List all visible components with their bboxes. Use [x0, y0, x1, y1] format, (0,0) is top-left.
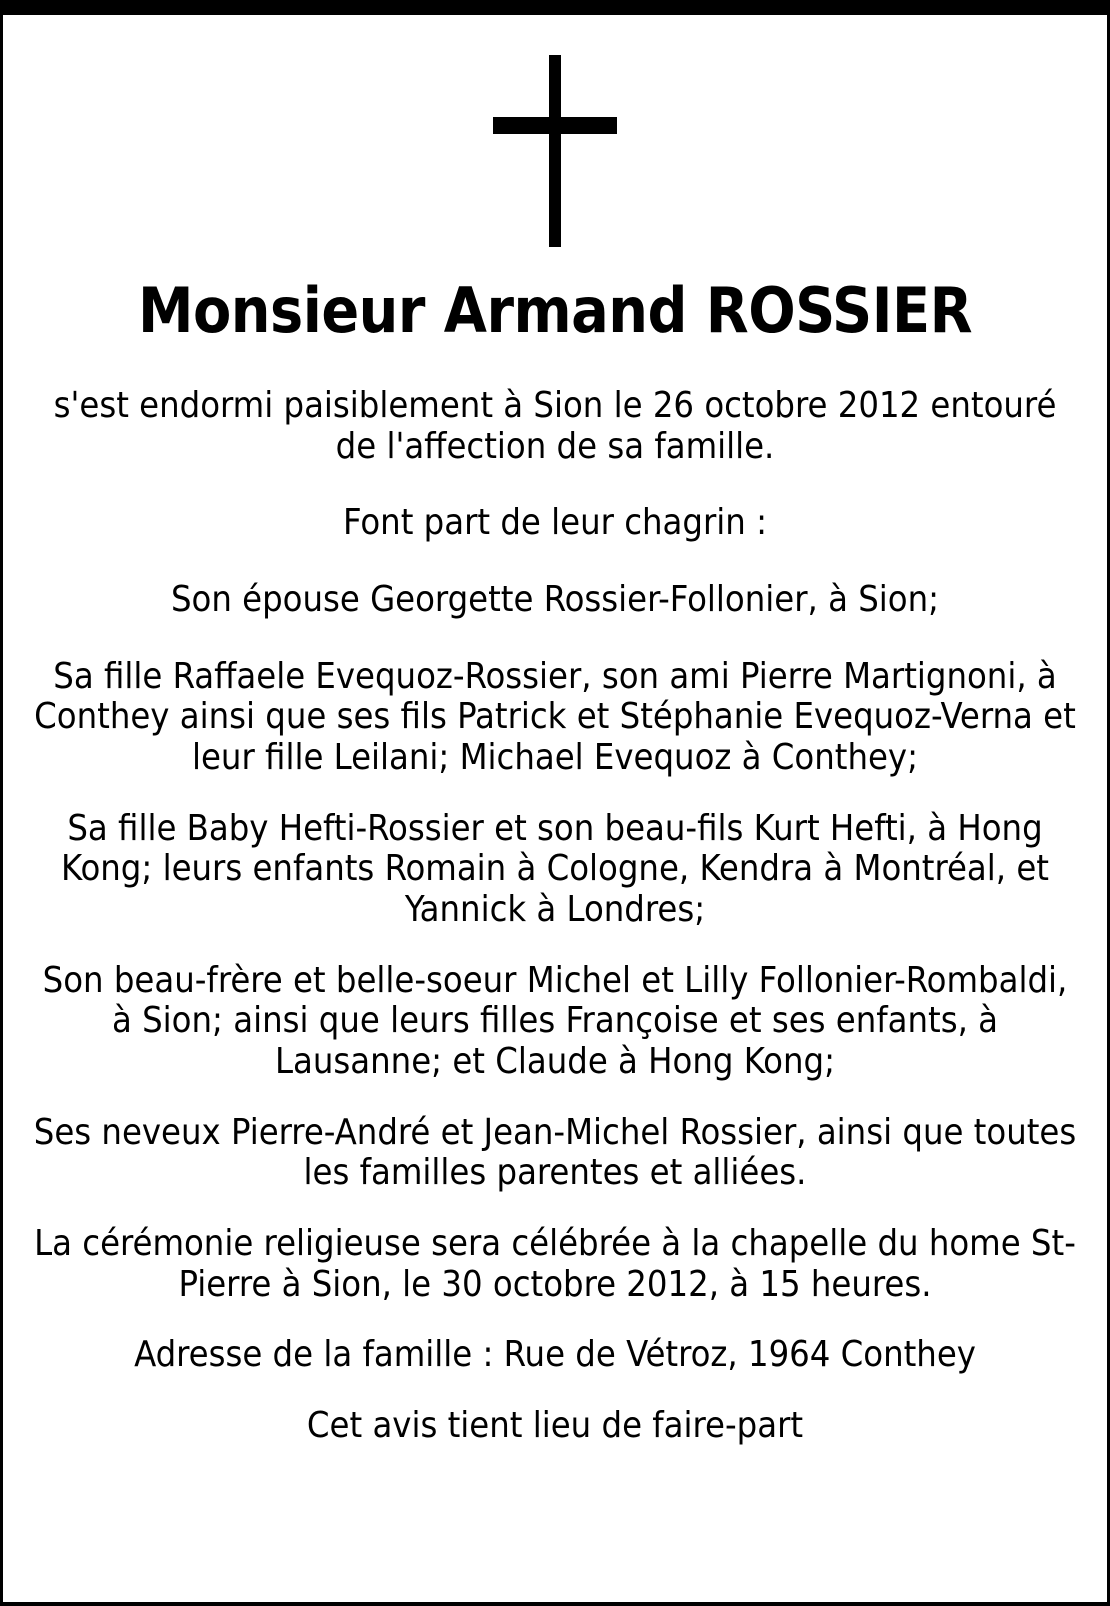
faire-part-footer: Cet avis tient lieu de faire-part	[306, 1405, 804, 1447]
spacer	[29, 467, 1081, 503]
survivor-daughter-raffaele: Sa fille Raffaele Evequoz-Rossier, son ami Pierre Martignoni, à Conthey ainsi que ses fils Patrick et Stéphanie Evequoz-Verna et leur fille Leilani; Michael Evequoz à Conthey;	[34, 655, 1076, 779]
cross-horizontal-bar	[493, 117, 617, 134]
survivor-brother-in-law: Son beau-frère et belle-soeur Michel et Lilly Follonier-Rombaldi, à Sion; ainsi que leurs filles Françoise et ses enfants, à Lausanne; et Claude à Hong Kong;	[42, 959, 1068, 1083]
spacer	[29, 779, 1081, 809]
family-address: Adresse de la famille : Rue de Vétroz, 1964 Conthey	[134, 1334, 976, 1376]
survivor-spouse: Son épouse Georgette Rossier-Follonier, à Sion;	[170, 579, 940, 621]
survivor-daughter-baby: Sa fille Baby Hefti-Rossier et son beau-fils Kurt Hefti, à Hong Kong; leurs enfants Romain à Cologne, Kendra à Montréal, et Yannick à Londres;	[61, 807, 1049, 931]
spacer	[29, 342, 1081, 386]
cross-area	[3, 15, 1107, 260]
death-announcement-line: s'est endormi paisiblement à Sion le 26 octobre 2012 entouré de l'affection de sa famille.	[53, 385, 1057, 467]
latin-cross-icon	[3, 55, 1107, 250]
spacer	[29, 544, 1081, 580]
top-black-rule	[3, 0, 1107, 15]
deceased-name: Monsieur Armand ROSSIER	[137, 274, 973, 347]
spacer	[29, 931, 1081, 961]
spacer	[29, 1194, 1081, 1224]
cross-vertical-bar	[549, 55, 561, 247]
spacer	[29, 621, 1081, 657]
notice-body	[3, 274, 1107, 1447]
survivor-nephews: Ses neveux Pierre-André et Jean-Michel Rossier, ainsi que toutes les familles parentes et alliées.	[33, 1111, 1077, 1194]
spacer	[29, 1083, 1081, 1113]
spacer	[29, 1376, 1081, 1406]
ceremony-details: La cérémonie religieuse sera célébrée à la chapelle du home St-Pierre à Sion, le 30 octobre 2012, à 15 heures.	[34, 1223, 1076, 1305]
spacer	[29, 1305, 1081, 1335]
grief-intro-line: Font part de leur chagrin :	[343, 502, 767, 544]
